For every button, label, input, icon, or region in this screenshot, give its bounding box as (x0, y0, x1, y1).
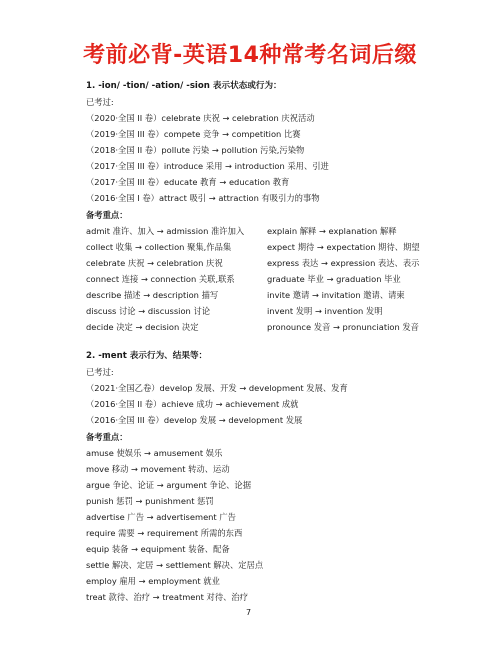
tested-item: （2020·全国 II 卷）celebrate 庆祝 → celebration 庆祝活动 (86, 113, 315, 123)
key-item-right: expect 期待 → expectation 期待、期望 (267, 242, 420, 252)
key-item: employ 雇用 → employment 就业 (86, 576, 220, 586)
key-item-right: invite 邀请 → invitation 邀请、请柬 (267, 290, 405, 300)
key-item: punish 惩罚 → punishment 惩罚 (86, 496, 214, 506)
key-item: require 需要 → requirement 所需的东西 (86, 528, 243, 538)
tested-item: （2019·全国 III 卷）compete 竞争 → competition 比赛 (86, 129, 301, 139)
tested-item: （2017·全国 III 卷）introduce 采用 → introduction 采用、引进 (86, 161, 329, 171)
tested-item: （2017·全国 III 卷）educate 教育 → education 教育 (86, 177, 290, 187)
section-2-heading: 2. -ment 表示行为、结果等： (86, 351, 208, 361)
key-item-right: graduate 毕业 → graduation 毕业 (267, 274, 401, 284)
tested-item: （2016·全国 II 卷）achieve 成功 → achievement 成就 (86, 399, 299, 409)
section-2-tested-label: 已考过: (86, 367, 114, 377)
section-1-tested-label: 已考过: (86, 97, 114, 107)
key-item: amuse 使娱乐 → amusement 娱乐 (86, 448, 223, 458)
key-item-left: describe 描述 → description 描写 (86, 290, 219, 300)
key-item-left: discuss 讨论 → discussion 讨论 (86, 306, 211, 316)
tested-item: （2016·全国 III 卷）develop 发展 → development 发展 (86, 415, 303, 425)
key-item: equip 装备 → equipment 装备、配备 (86, 544, 230, 554)
key-item: advertise 广告 → advertisement 广告 (86, 512, 236, 522)
key-item: move 移动 → movement 转动、运动 (86, 464, 230, 474)
key-item-right: pronounce 发音 → pronunciation 发音 (267, 322, 419, 332)
key-item-left: collect 收集 → collection 聚集,作品集 (86, 242, 232, 252)
key-item-right: invent 发明 → invention 发明 (267, 306, 383, 316)
section-1-heading: 1. -ion/ -tion/ -ation/ -sion 表示状态或行为： (86, 81, 282, 91)
key-item-left: celebrate 庆祝 → celebration 庆祝 (86, 258, 223, 268)
page-title: 考前必背-英语14种常考名词后缀 (83, 43, 417, 68)
key-item-left: decide 决定 → decision 决定 (86, 322, 199, 332)
key-item-left: admit 准许、加入 → admission 准许加入 (86, 226, 245, 236)
key-item-left: connect 连接 → connection 关联,联系 (86, 274, 235, 284)
section-2-key-label: 备考重点： (86, 432, 128, 442)
key-item: settle 解决、定居 → settlement 解决、定居点 (86, 560, 264, 570)
key-item-right: explain 解释 → explanation 解释 (267, 226, 397, 236)
page-number: 7 (246, 608, 252, 617)
section-1-key-label: 备考重点： (86, 210, 128, 220)
key-item: treat 款待、治疗 → treatment 对待、治疗 (86, 592, 249, 602)
tested-item: （2018·全国 II 卷）pollute 污染 → pollution 污染,污染物 (86, 145, 305, 155)
key-item: argue 争论、论证 → argument 争论、论据 (86, 480, 252, 490)
tested-item: （2021·全国乙卷）develop 发展、开发 → development 发展、发育 (86, 383, 348, 393)
key-item-right: express 表达 → expression 表达、表示 (267, 258, 420, 268)
tested-item: （2016·全国 I 卷）attract 吸引 → attraction 有吸引力的事物 (86, 193, 320, 203)
